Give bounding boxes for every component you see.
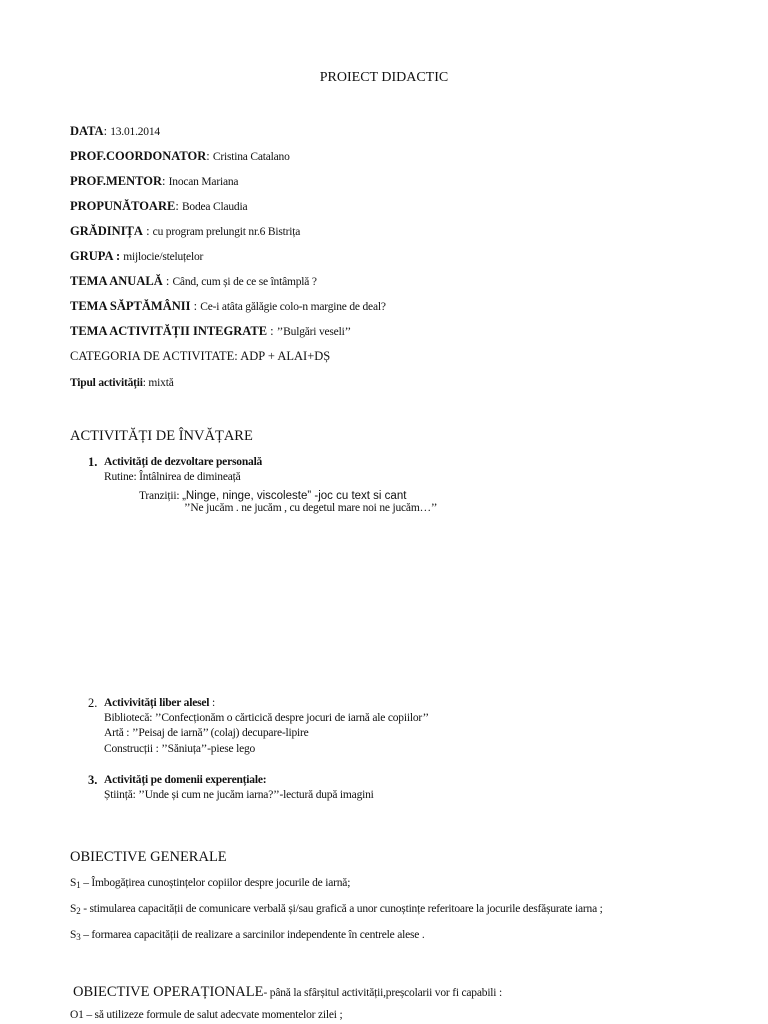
list-line: Știință: ’’Unde și cum ne jucăm iarna?’’-lectură după imagini <box>104 789 374 801</box>
field-value: Când, cum și de ce se întâmplă ? <box>172 276 317 288</box>
field-tipul-activitatii: Tipul activității: mixtă <box>70 377 174 389</box>
operational-objectives-heading: OBIECTIVE OPERAȚIONALE- până la sfârșitul activității,preșcolarii vor fi capabili : <box>73 984 502 1000</box>
field-propunatoare: PROPUNĂTOARE: Bodea Claudia <box>70 199 248 213</box>
general-objective-2: $S_2$ - stimularea capacității de comunicare verbală și/sau grafică a unor cunoștințe referitoare la jocurile desfășurate iarna ; <box>70 903 603 916</box>
field-label: CATEGORIA DE ACTIVITATE <box>70 349 235 363</box>
tranzitii-line-2: ’’Ne jucăm . ne jucăm , cu degetul mare noi ne jucăm…’’ <box>184 502 438 514</box>
general-objectives-heading: OBIECTIVE GENERALE <box>70 849 227 865</box>
list-number: 2. <box>88 696 98 710</box>
field-label: TEMA ANUALĂ <box>70 274 163 288</box>
list-number: 1. <box>88 455 98 469</box>
field-value: ’’Bulgări veseli’’ <box>276 326 351 338</box>
field-value: mixtă <box>148 377 174 389</box>
field-value: Bodea Claudia <box>181 201 248 213</box>
field-data: DATA: 13.01.2014 <box>70 124 160 138</box>
field-label: TEMA SĂPTĂMÂNII <box>70 299 191 313</box>
field-value: Cristina Catalano <box>212 151 290 163</box>
field-value: 13.01.2014 <box>110 126 160 138</box>
field-label: GRĂDINIȚA <box>70 224 143 238</box>
field-tema-anuala: TEMA ANUALĂ : Când, cum și de ce se întâmplă ? <box>70 274 317 288</box>
field-value: Inocan Mariana <box>168 176 239 188</box>
rutine-line: Rutine: Întâlnirea de dimineață <box>104 471 241 483</box>
list-line: Construcții : ’’Săniuța’’-piese lego <box>104 743 256 755</box>
document-title: PROIECT DIDACTIC <box>319 70 449 85</box>
field-value: Ce-i atâta gălăgie colo-n margine de deal? <box>200 301 386 313</box>
list-number: 3. <box>88 773 98 787</box>
list-item-title: Activități pe domenii experențiale: <box>104 774 267 786</box>
general-objective-1: $S_1$ – Îmbogățirea cunoștințelor copiilor despre jocurile de iarnă; <box>70 877 351 890</box>
field-tema-saptamanii: TEMA SĂPTĂMÂNII : Ce-i atâta gălăgie colo-n margine de deal? <box>70 299 386 313</box>
field-value: cu program prelungit nr.6 Bistrița <box>152 226 301 238</box>
field-grupa <box>70 249 203 264</box>
general-objective-3: $S_3$ – formarea capacității de realizare a sarcinilor independente în centrele alese . <box>70 929 425 942</box>
list-item-title: Activități de dezvoltare personală <box>104 456 263 468</box>
field-label: GRUPA : <box>70 249 121 263</box>
field-tema-activitatii: TEMA ACTIVITĂȚII INTEGRATE : ’’Bulgări veseli’’ <box>70 324 351 338</box>
field-gradinita: GRĂDINIȚA : cu program prelungit nr.6 Bistrița <box>70 224 301 238</box>
learning-heading: ACTIVITĂȚI DE ÎNVĂȚARE <box>70 428 253 444</box>
field-prof-coordonator: PROF.COORDONATOR: Cristina Catalano <box>70 149 290 163</box>
list-item-title: Activivități liber alesel : <box>104 697 215 709</box>
field-value: ADP + ALAI+DȘ <box>240 349 331 363</box>
list-line: Artă : ’’Peisaj de iarnă’’ (colaj) decupare-lipire <box>104 727 309 739</box>
list-line: Bibliotecă: ’’Confecționăm o cărticică despre jocuri de iarnă ale copiilor’’ <box>104 712 429 724</box>
field-label: PROF.MENTOR <box>70 174 163 188</box>
field-categoria: CATEGORIA DE ACTIVITATE: ADP + ALAI+DȘ <box>70 349 331 363</box>
field-label: PROF.COORDONATOR <box>70 149 207 163</box>
field-label: TEMA ACTIVITĂȚII INTEGRATE <box>70 324 268 338</box>
field-prof-mentor: PROF.MENTOR: Inocan Mariana <box>70 174 239 188</box>
field-label: DATA <box>70 124 104 138</box>
field-value: mijlocie/steluțelor <box>123 251 204 263</box>
field-label: Tipul activității <box>70 377 143 389</box>
field-label: PROPUNĂTOARE <box>70 199 176 213</box>
tranzitii-line: Tranziții: „Ninge, ninge, viscoleste” -joc cu text si cant <box>139 490 407 502</box>
operational-objective-1: O1 – să utilizeze formule de salut adecvate momentelor zilei ; <box>70 1009 343 1021</box>
